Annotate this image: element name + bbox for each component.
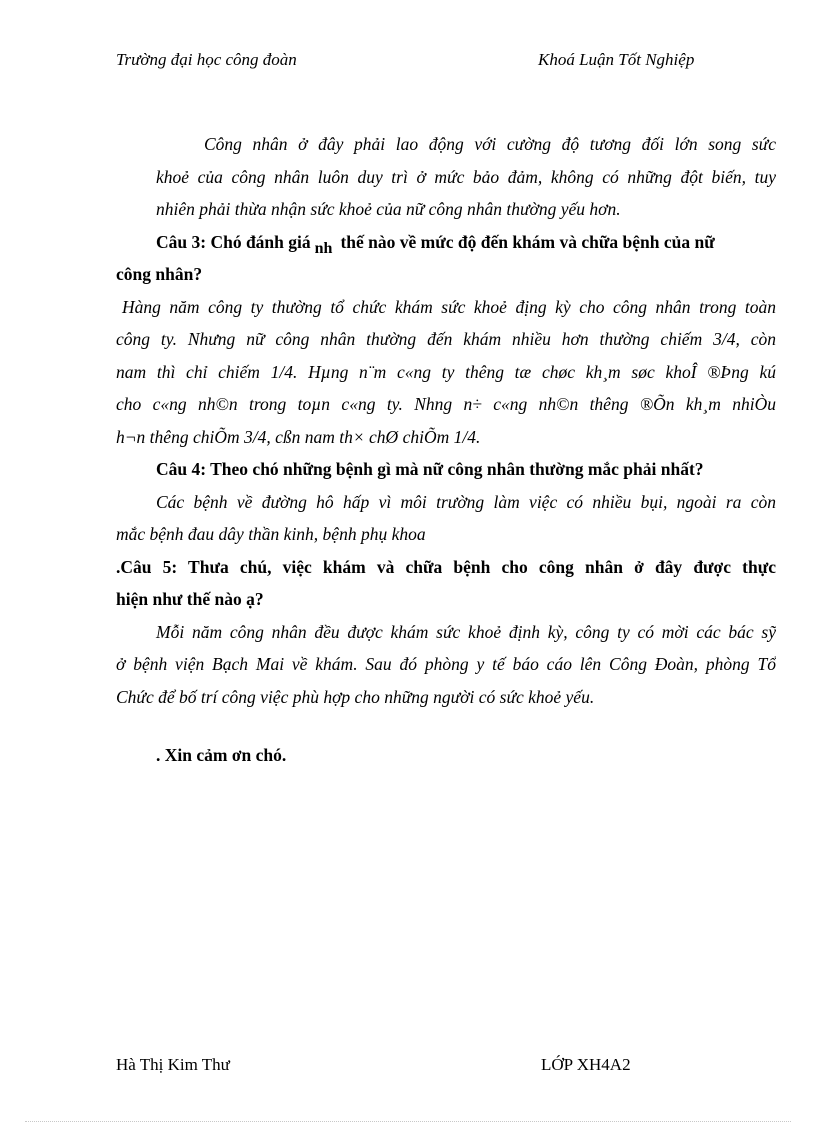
question-line: .Câu 5: Thưa chú, việc khám và chữa bệnh cho công nhân ở đây được thực xyxy=(116,556,776,577)
text-line: h¬n thêng chiÕm 3/4, cßn nam th× chØ chiÕm 1/4. xyxy=(116,426,481,447)
question-text: Câu 3: Chó đánh giá xyxy=(156,231,311,252)
text-line: cho c«ng nh©n trong toµn c«ng ty. Nhng n÷ c«ng nh©n thêng ®Õn kh¸m nhiÒu xyxy=(116,394,776,414)
text-line: công ty. Nhưng nữ công nhân thường đến khám nhiều hơn thường chiếm 3/4, còn xyxy=(116,329,776,349)
question-line: hiện như thế nào ạ? xyxy=(116,589,264,609)
question-line xyxy=(116,226,776,259)
text-line: ở bệnh viện Bạch Mai về khám. Sau đó phòng y tế báo cáo lên Công Đoàn, phòng Tổ xyxy=(116,654,776,674)
text-line: mắc bệnh đau dây thần kinh, bệnh phụ khoa xyxy=(116,524,426,544)
text-line: Công nhân ở đây phải lao động với cường độ tương đối lớn song sức xyxy=(204,134,776,154)
page-bottom-divider xyxy=(25,1121,791,1122)
text-line: khoẻ của công nhân luôn duy trì ở mức bảo đảm, không có những đột biến, tuy xyxy=(156,166,776,187)
question-line: công nhân? xyxy=(116,264,203,284)
header-school-name: Trường đại học công đoàn xyxy=(116,50,297,69)
text-line: Các bệnh về đường hô hấp vì môi trường làm việc có nhiều bụi, ngoài ra còn xyxy=(156,491,776,512)
footer-class-code: LỚP XH4A2 xyxy=(541,1055,631,1074)
paragraph-worker-health xyxy=(116,128,776,226)
text-line: Mỗi năm công nhân đều được khám sức khoẻ định kỳ, công ty có mời các bác sỹ xyxy=(156,621,776,642)
question-5 xyxy=(116,551,776,616)
question-text: thế nào về mức độ đến khám và chữa bệnh của nữ xyxy=(340,231,715,252)
answer-5 xyxy=(116,616,776,714)
answer-3 xyxy=(116,291,776,454)
closing-thanks: . Xin cảm ơn chó. xyxy=(156,745,287,765)
question-4: Câu 4: Theo chó những bệnh gì mà nữ công nhân thường mắc phải nhất? xyxy=(156,459,704,479)
header-document-type: Khoá Luận Tốt Nghiệp xyxy=(538,50,695,69)
answer-4 xyxy=(116,486,776,551)
document-body xyxy=(116,128,776,772)
text-line: nhiên phải thừa nhận sức khoẻ của nữ công nhân thường yếu hơn. xyxy=(156,199,621,219)
text-line: Chức để bố trí công việc phù hợp cho những người có sức khoẻ yếu. xyxy=(116,686,595,707)
footer-author-name: Hà Thị Kim Thư xyxy=(116,1055,230,1074)
inserted-fragment: nh xyxy=(314,239,333,257)
text-line: nam thì chỉ chiếm 1/4. Hµng n¨m c«ng ty thêng tæ chøc kh¸m søc khoÎ ®Þng kú xyxy=(116,361,776,382)
question-3 xyxy=(116,226,776,291)
text-line: Hàng năm công ty thường tổ chức khám sức khoẻ địng kỳ cho công nhân trong toàn xyxy=(122,296,776,317)
